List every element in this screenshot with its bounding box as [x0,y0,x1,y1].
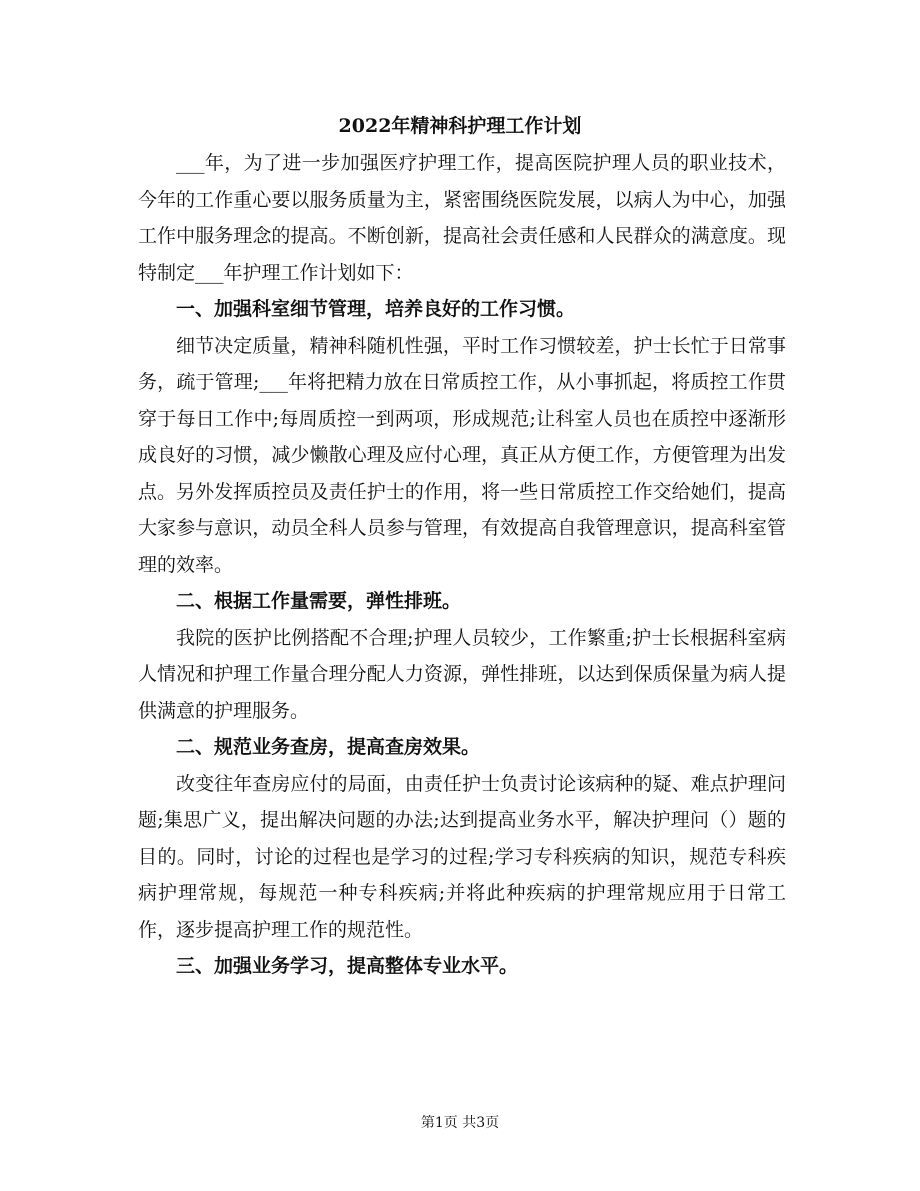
document-body [138,145,786,985]
section-heading-3: 二、规范业务查房，提高查房效果。 [176,736,481,758]
section-heading-2: 二、根据工作量需要，弹性排班。 [176,590,462,612]
section-heading-4: 三、加强业务学习，提高整体专业水平。 [176,955,519,977]
section-paragraph-2: 我院的医护比例搭配不合理;护理人员较少，工作繁重;护士长根据科室病人情况和护理工作量合理分配人力资源，弹性排班，以达到保质保量为病人提供满意的护理服务。 [138,626,786,722]
page-number-footer: 第1页 共3页 [420,1115,500,1131]
section-paragraph-3: 改变往年查房应付的局面，由责任护士负责讨论该病种的疑、难点护理问题;集思广义，提出解决问题的办法;达到提高业务水平，解决护理问（）题的目的。同时，讨论的过程也是学习的过程;学习专科疾病的知识，规范专科疾病护理常规，每规范一种专科疾病;并将此种疾病的护理常规应用于日常工作，逐步提高护理工作的规范性。 [138,772,786,941]
section-heading-1: 一、加强科室细节管理，培养良好的工作习惯。 [176,298,576,320]
intro-paragraph: ___年，为了进一步加强医疗护理工作，提高医院护理人员的职业技术，今年的工作重心要以服务质量为主，紧密围绕医院发展，以病人为中心，加强工作中服务理念的提高。不断创新，提高社会责任感和人民群众的满意度。现特制定___年护理工作计划如下： [138,152,786,284]
document-title: 2022年精神科护理工作计划 [338,115,582,137]
section-paragraph-1: 细节决定质量，精神科随机性强，平时工作习惯较差，护士长忙于日常事务，疏于管理;___年将把精力放在日常质控工作，从小事抓起，将质控工作贯穿于每日工作中;每周质控一到两项，形成规范;让科室人员也在质控中逐渐形成良好的习惯，减少懒散心理及应付心理，真正从方便工作，方便管理为出发点。另外发挥质控员及责任护士的作用，将一些日常质控工作交给她们，提高大家参与意识，动员全科人员参与管理，有效提高自我管理意识，提高科室管理的效率。 [138,334,786,576]
